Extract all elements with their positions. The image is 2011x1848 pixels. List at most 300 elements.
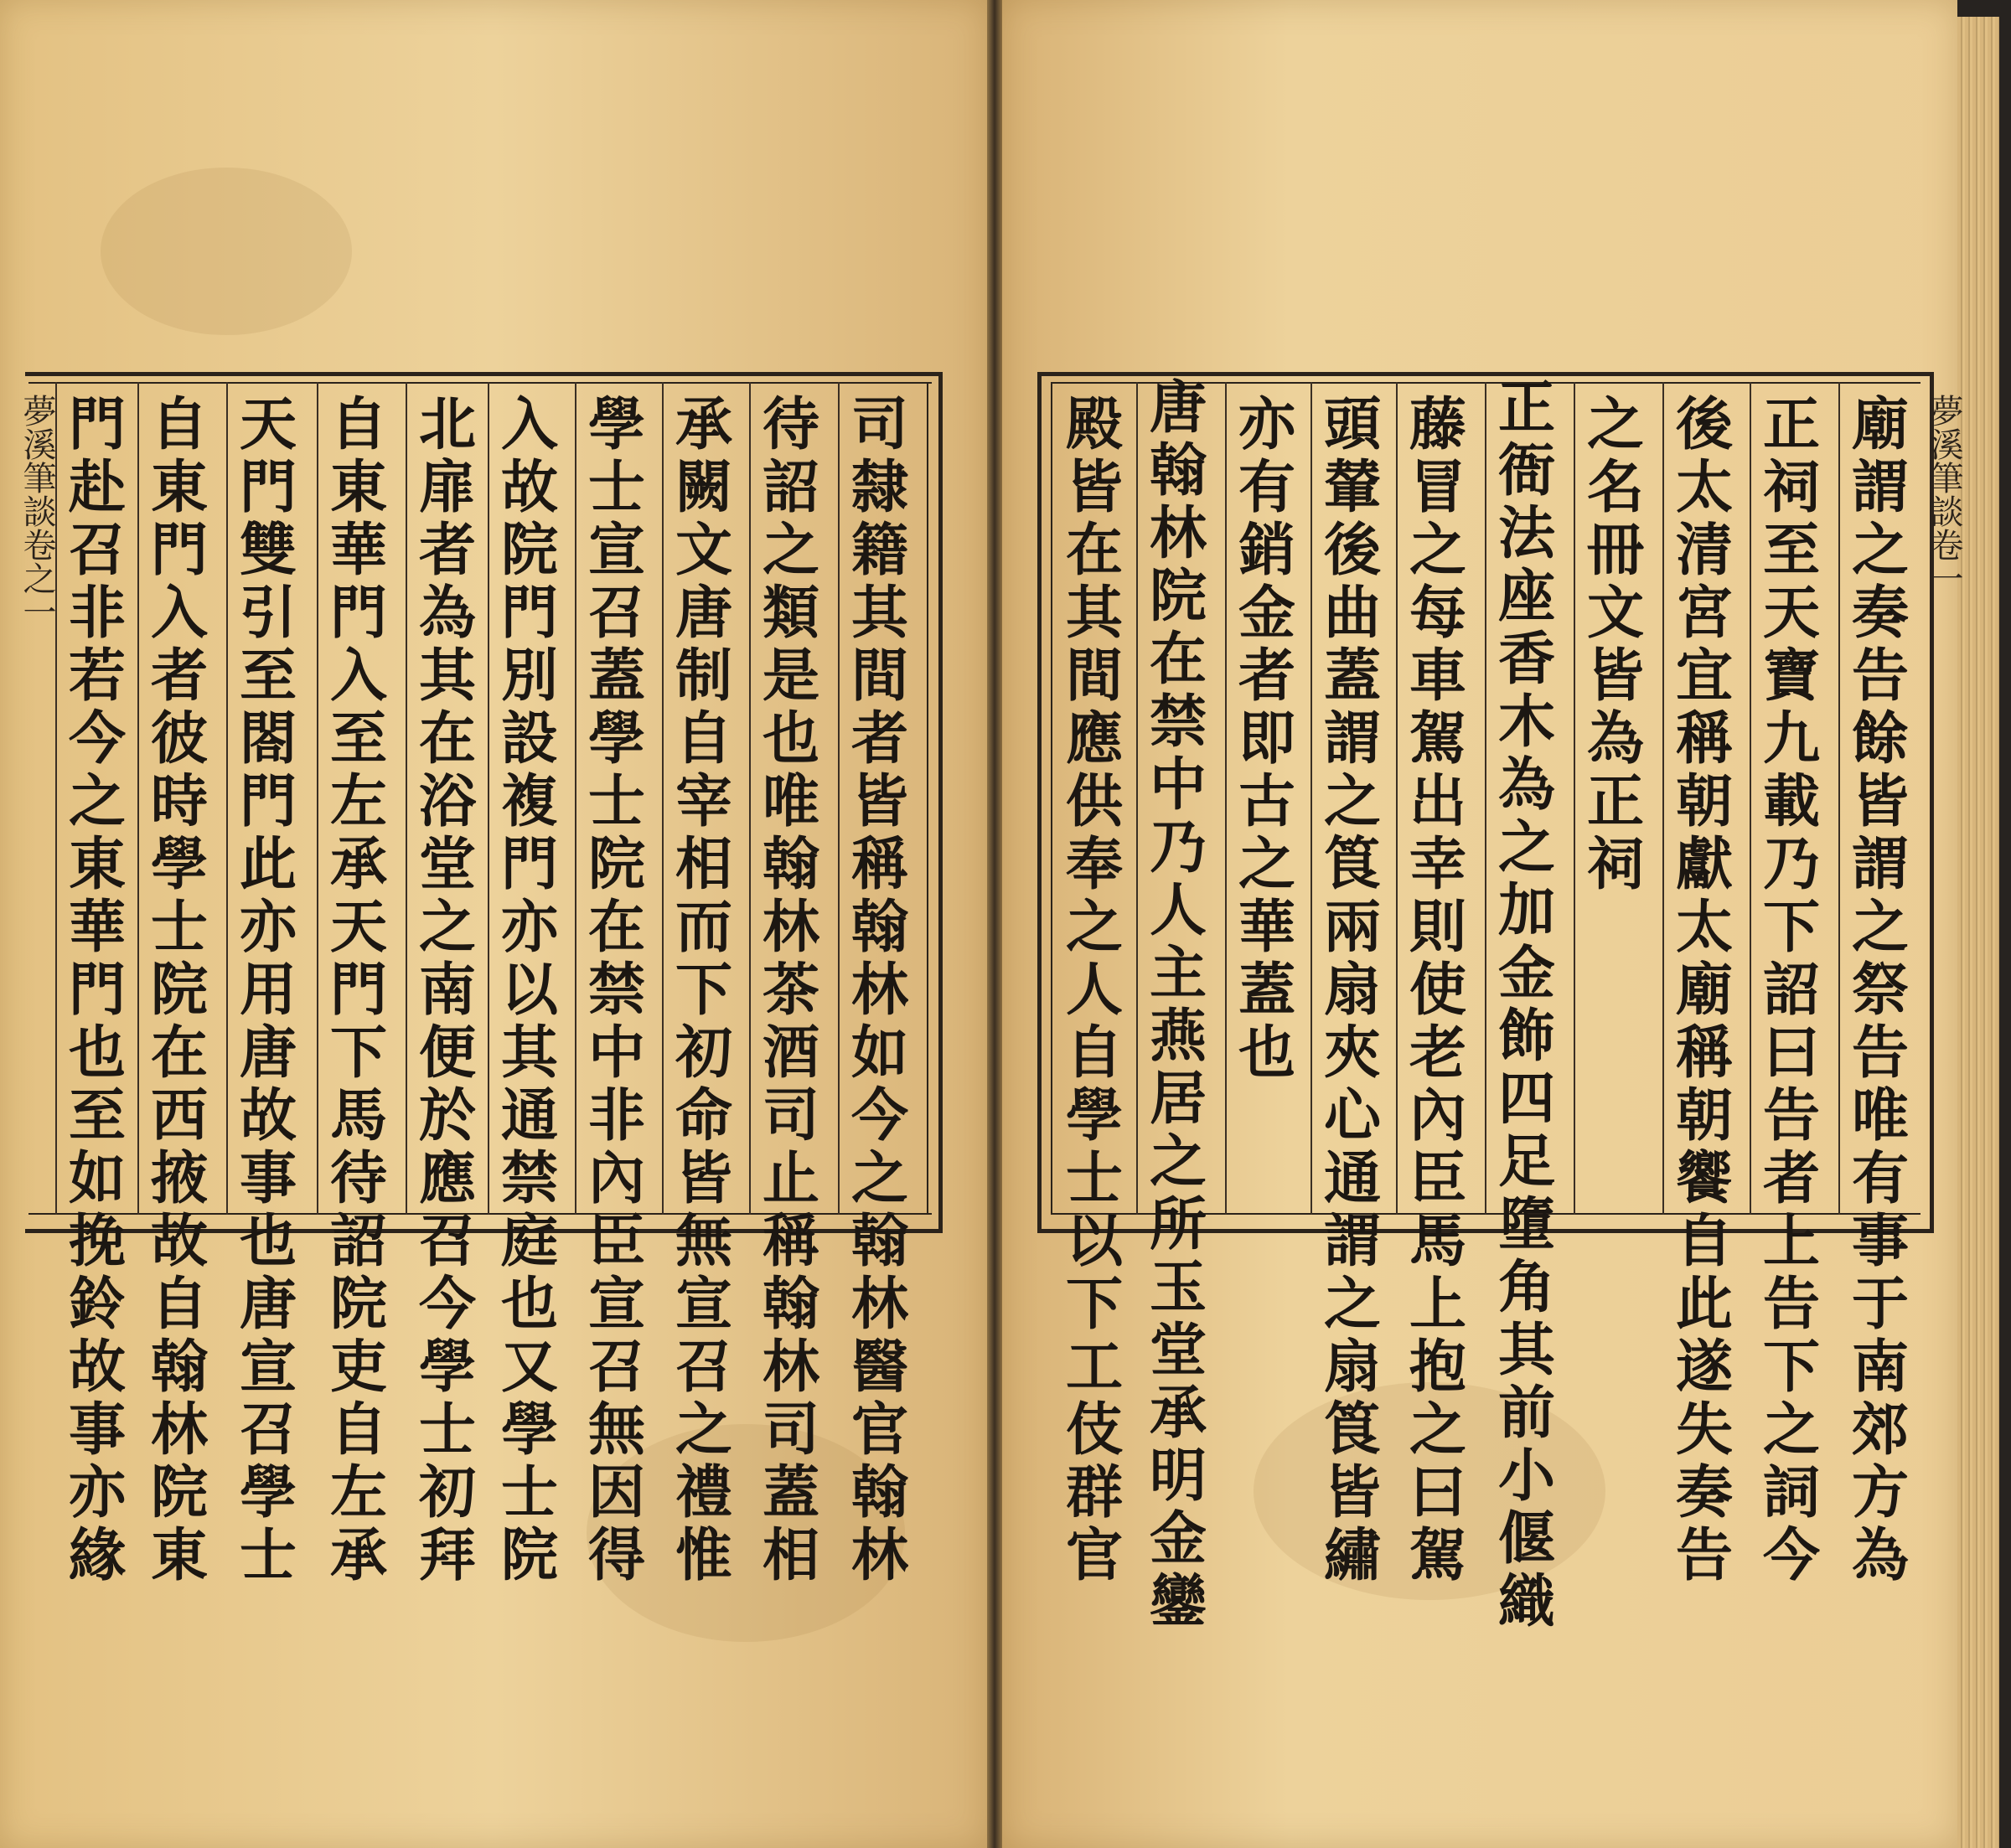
glyph: 引	[239, 580, 297, 647]
glyph: 每	[1409, 580, 1466, 647]
glyph: 下	[1762, 894, 1820, 961]
glyph: 扉	[418, 454, 476, 521]
glyph: 駕	[1409, 705, 1466, 772]
glyph: 非	[68, 580, 126, 647]
glyph: 足	[1497, 1128, 1555, 1195]
glyph: 事	[1851, 1208, 1909, 1275]
glyph: 唯	[1851, 1082, 1909, 1149]
glyph: 謂	[1323, 1208, 1381, 1275]
inner-top-rule	[28, 382, 932, 384]
glyph: 應	[418, 1145, 476, 1212]
glyph: 門	[329, 580, 387, 647]
glyph: 臣	[1409, 1145, 1466, 1212]
glyph: 雙	[239, 517, 297, 584]
glyph: 者	[150, 643, 208, 710]
glyph: 相	[762, 1522, 819, 1589]
glyph: 堂	[1149, 1317, 1207, 1384]
glyph: 亦	[1238, 391, 1295, 458]
glyph: 之	[1497, 814, 1555, 881]
glyph: 謂	[1851, 831, 1909, 898]
glyph: 士	[1065, 1145, 1123, 1212]
glyph: 士	[587, 454, 645, 521]
glyph: 之	[1149, 1128, 1207, 1195]
glyph: 天	[239, 391, 297, 458]
glyph: 相	[675, 831, 732, 898]
glyph: 至	[239, 643, 297, 710]
glyph: 命	[675, 1082, 732, 1149]
glyph: 天	[1762, 580, 1820, 647]
text-column	[318, 391, 399, 1589]
glyph: 院	[500, 517, 558, 584]
text-column	[139, 391, 220, 1589]
paper-stain	[101, 168, 352, 335]
glyph: 至	[68, 1082, 126, 1149]
glyph: 其	[850, 580, 908, 647]
glyph: 之	[850, 1145, 908, 1212]
glyph: 者	[1762, 1145, 1820, 1212]
left-margin-label	[18, 394, 55, 628]
glyph: 名	[1586, 454, 1644, 521]
glyph: 廟	[1851, 391, 1909, 458]
text-column	[228, 391, 308, 1589]
glyph: 門	[239, 768, 297, 835]
glyph: 下	[1762, 1334, 1820, 1401]
glyph: 今	[418, 1271, 476, 1338]
glyph: 曰	[1762, 1019, 1820, 1087]
glyph: 東	[150, 1522, 208, 1589]
glyph: 在	[418, 705, 476, 772]
glyph: 人	[1149, 877, 1207, 944]
glyph: 掖	[150, 1145, 208, 1212]
glyph: 下	[675, 957, 732, 1024]
glyph: 惟	[675, 1522, 732, 1589]
glyph: 故	[150, 1208, 208, 1275]
glyph: 中	[587, 1019, 645, 1087]
glyph: 以	[500, 957, 558, 1024]
glyph: 庭	[500, 1208, 558, 1275]
glyph: 兩	[1323, 894, 1381, 961]
glyph: 士	[150, 894, 208, 961]
glyph: 非	[587, 1082, 645, 1149]
glyph: 南	[418, 957, 476, 1024]
glyph: 宣	[587, 1271, 645, 1338]
glyph: 鈴	[68, 1271, 126, 1338]
glyph: 自	[1675, 1208, 1733, 1275]
glyph: 廟	[1675, 957, 1733, 1024]
glyph: 左	[329, 768, 387, 835]
glyph: 吏	[329, 1334, 387, 1401]
glyph: 心	[1323, 1082, 1381, 1149]
text-column	[1575, 391, 1656, 898]
glyph: 翰	[150, 1334, 208, 1401]
glyph: 燕	[1149, 1003, 1207, 1070]
glyph: 祭	[1851, 957, 1909, 1024]
page-edges	[1957, 17, 1999, 1848]
glyph: 院	[150, 957, 208, 1024]
glyph: 之	[1762, 1396, 1820, 1463]
glyph: 文	[1586, 580, 1644, 647]
text-column	[1054, 391, 1135, 1589]
glyph: 禁	[500, 1145, 558, 1212]
glyph: 承	[329, 831, 387, 898]
glyph: 無	[587, 1396, 645, 1463]
glyph: 木	[1497, 689, 1555, 756]
glyph: 祠	[1762, 454, 1820, 521]
glyph: 為	[1497, 751, 1555, 818]
glyph: 應	[1065, 705, 1123, 772]
glyph: 為	[1586, 705, 1644, 772]
glyph: 唐	[239, 1271, 297, 1338]
glyph: 宣	[675, 1271, 732, 1338]
glyph: 林	[762, 1334, 819, 1401]
glyph: 此	[1675, 1271, 1733, 1338]
glyph: 承	[675, 391, 732, 458]
glyph: 南	[1851, 1334, 1909, 1401]
glyph: 謂	[1323, 705, 1381, 772]
glyph: 載	[1762, 768, 1820, 835]
glyph: 中	[1149, 751, 1207, 818]
glyph: 冊	[1586, 517, 1644, 584]
glyph: 四	[1497, 1066, 1555, 1133]
glyph: 初	[418, 1459, 476, 1526]
glyph: 門	[500, 580, 558, 647]
glyph: 文	[675, 517, 732, 584]
glyph: 入	[500, 391, 558, 458]
text-column	[1486, 374, 1567, 1635]
glyph: 門	[500, 831, 558, 898]
glyph: 西	[150, 1082, 208, 1149]
glyph: 宜	[1675, 643, 1733, 710]
glyph: 之	[1065, 894, 1123, 961]
inner-left-rule	[1051, 382, 1052, 1215]
glyph: 前	[1497, 1380, 1555, 1447]
glyph: 偃	[1497, 1505, 1555, 1572]
glyph: 太	[1675, 894, 1733, 961]
glyph: 使	[1409, 957, 1466, 1024]
glyph: 則	[1409, 894, 1466, 961]
glyph: 皆	[1851, 768, 1909, 835]
glyph: 馬	[329, 1082, 387, 1149]
glyph: 夾	[1323, 1019, 1381, 1087]
glyph: 上	[1762, 1208, 1820, 1275]
glyph: 初	[675, 1019, 732, 1087]
glyph: 又	[500, 1334, 558, 1401]
glyph: 曲	[1323, 580, 1381, 647]
glyph: 內	[587, 1145, 645, 1212]
glyph: 翰	[850, 1208, 908, 1275]
glyph: 織	[1497, 1568, 1555, 1635]
glyph: 召	[418, 1208, 476, 1275]
glyph: 後	[1323, 517, 1381, 584]
glyph: 寶	[1762, 643, 1820, 710]
glyph: 鑾	[1149, 1568, 1207, 1635]
glyph: 法	[1497, 500, 1555, 567]
glyph: 亦	[239, 894, 297, 961]
text-column	[840, 391, 920, 1589]
glyph: 籍	[850, 517, 908, 584]
glyph: 學	[587, 391, 645, 458]
glyph: 彼	[150, 705, 208, 772]
glyph: 北	[418, 391, 476, 458]
glyph: 翰	[850, 1459, 908, 1526]
glyph: 唐	[675, 580, 732, 647]
glyph: 華	[1238, 894, 1295, 961]
glyph: 拜	[418, 1522, 476, 1589]
glyph: 東	[68, 831, 126, 898]
glyph: 士	[500, 1459, 558, 1526]
glyph: 得	[587, 1522, 645, 1589]
glyph: 衙	[1497, 437, 1555, 504]
glyph: 茶	[762, 957, 819, 1024]
glyph: 於	[418, 1082, 476, 1149]
glyph: 唐	[1149, 374, 1207, 441]
glyph: 皆	[1586, 643, 1644, 710]
glyph: 華	[68, 894, 126, 961]
glyph: 詔	[329, 1208, 387, 1275]
glyph: 明	[1149, 1443, 1207, 1510]
glyph: 金	[1238, 580, 1295, 647]
margin-label-text: 夢溪筆談卷之一	[18, 394, 56, 628]
glyph: 翰	[1149, 437, 1207, 504]
glyph: 華	[329, 517, 387, 584]
glyph: 曰	[1409, 1459, 1466, 1526]
glyph: 奉	[1065, 831, 1123, 898]
glyph: 自	[329, 1396, 387, 1463]
glyph: 墮	[1497, 1191, 1555, 1258]
glyph: 院	[1149, 563, 1207, 630]
glyph: 翰	[850, 894, 908, 961]
glyph: 如	[850, 1019, 908, 1087]
text-column	[1227, 391, 1307, 1087]
glyph: 遂	[1675, 1334, 1733, 1401]
glyph: 院	[500, 1522, 558, 1589]
glyph: 司	[762, 1396, 819, 1463]
glyph: 告	[1851, 643, 1909, 710]
glyph: 駕	[1409, 1522, 1466, 1589]
glyph: 為	[1851, 1522, 1909, 1589]
glyph: 自	[150, 391, 208, 458]
glyph: 群	[1065, 1459, 1123, 1526]
glyph: 方	[1851, 1459, 1909, 1526]
glyph: 林	[762, 894, 819, 961]
glyph: 車	[1409, 643, 1466, 710]
glyph: 上	[1409, 1271, 1466, 1338]
glyph: 故	[500, 454, 558, 521]
glyph: 亦	[68, 1459, 126, 1526]
glyph: 朝	[1675, 1082, 1733, 1149]
glyph: 之	[68, 768, 126, 835]
glyph: 入	[150, 580, 208, 647]
glyph: 正	[1586, 768, 1644, 835]
glyph: 是	[762, 643, 819, 710]
glyph: 之	[1238, 831, 1295, 898]
glyph: 在	[1065, 517, 1123, 584]
glyph: 乃	[1762, 831, 1820, 898]
glyph: 之	[762, 517, 819, 584]
glyph: 正	[1497, 374, 1555, 441]
glyph: 告	[1762, 1082, 1820, 1149]
glyph: 便	[418, 1019, 476, 1087]
glyph: 司	[762, 1082, 819, 1149]
glyph: 供	[1065, 768, 1123, 835]
right-margin-label	[1927, 394, 1961, 595]
glyph: 宮	[1675, 580, 1733, 647]
glyph: 小	[1497, 1443, 1555, 1510]
text-column	[751, 391, 831, 1589]
glyph: 蓋	[1238, 957, 1295, 1024]
glyph: 冒	[1409, 454, 1466, 521]
glyph: 饗	[1675, 1145, 1733, 1212]
glyph: 謂	[1851, 454, 1909, 521]
glyph: 所	[1149, 1191, 1207, 1258]
glyph: 朝	[1675, 768, 1733, 835]
glyph: 馬	[1409, 1208, 1466, 1275]
glyph: 其	[1497, 1317, 1555, 1384]
glyph: 其	[500, 1019, 558, 1087]
glyph: 學	[587, 705, 645, 772]
glyph: 繡	[1323, 1522, 1381, 1589]
glyph: 翰	[762, 1271, 819, 1338]
glyph: 在	[1149, 626, 1207, 693]
glyph: 稱	[1675, 705, 1733, 772]
glyph: 無	[675, 1208, 732, 1275]
glyph: 待	[762, 391, 819, 458]
glyph: 天	[329, 894, 387, 961]
glyph: 之	[1409, 1396, 1466, 1463]
glyph: 之	[1851, 894, 1909, 961]
glyph: 唯	[762, 768, 819, 835]
glyph: 詞	[1762, 1459, 1820, 1526]
glyph: 東	[150, 454, 208, 521]
glyph: 召	[239, 1396, 297, 1463]
glyph: 設	[500, 705, 558, 772]
glyph: 自	[675, 705, 732, 772]
glyph: 即	[1238, 705, 1295, 772]
glyph: 別	[500, 643, 558, 710]
glyph: 乃	[1149, 814, 1207, 881]
glyph: 士	[587, 768, 645, 835]
glyph: 皆	[850, 768, 908, 835]
glyph: 東	[329, 454, 387, 521]
glyph: 院	[587, 831, 645, 898]
glyph: 座	[1497, 563, 1555, 630]
glyph: 下	[329, 1019, 387, 1087]
glyph: 蓋	[762, 1459, 819, 1526]
glyph: 為	[418, 580, 476, 647]
glyph: 召	[587, 1334, 645, 1401]
glyph: 在	[587, 894, 645, 961]
glyph: 工	[1065, 1334, 1123, 1401]
glyph: 銷	[1238, 517, 1295, 584]
book-gutter	[987, 0, 1002, 1848]
glyph: 後	[1675, 391, 1733, 458]
margin-label-text: 夢溪筆談卷一	[1925, 394, 1963, 595]
glyph: 以	[1065, 1208, 1123, 1275]
glyph: 院	[150, 1459, 208, 1526]
glyph: 左	[329, 1459, 387, 1526]
glyph: 有	[1851, 1145, 1909, 1212]
glyph: 主	[1149, 940, 1207, 1007]
glyph: 也	[762, 705, 819, 772]
glyph: 複	[500, 768, 558, 835]
glyph: 告	[1675, 1522, 1733, 1589]
glyph: 如	[68, 1145, 126, 1212]
glyph: 今	[68, 705, 126, 772]
glyph: 翰	[762, 831, 819, 898]
glyph: 學	[150, 831, 208, 898]
glyph: 間	[850, 643, 908, 710]
glyph: 召	[587, 580, 645, 647]
glyph: 奏	[1851, 580, 1909, 647]
glyph: 學	[418, 1334, 476, 1401]
glyph: 蓋	[587, 643, 645, 710]
glyph: 院	[329, 1271, 387, 1338]
glyph: 頭	[1323, 391, 1381, 458]
glyph: 挽	[68, 1208, 126, 1275]
glyph: 抱	[1409, 1334, 1466, 1401]
glyph: 闕	[675, 454, 732, 521]
glyph: 緣	[68, 1522, 126, 1589]
glyph: 林	[850, 1271, 908, 1338]
text-column	[489, 391, 570, 1589]
glyph: 亦	[500, 894, 558, 961]
glyph: 玉	[1149, 1254, 1207, 1321]
glyph: 藤	[1409, 391, 1466, 458]
glyph: 皆	[1065, 454, 1123, 521]
glyph: 郊	[1851, 1396, 1909, 1463]
glyph: 禁	[587, 957, 645, 1024]
glyph: 林	[850, 957, 908, 1024]
glyph: 隸	[850, 454, 908, 521]
glyph: 林	[1149, 500, 1207, 567]
glyph: 待	[329, 1145, 387, 1212]
glyph: 也	[500, 1271, 558, 1338]
glyph: 門	[68, 957, 126, 1024]
glyph: 制	[675, 643, 732, 710]
glyph: 幸	[1409, 831, 1466, 898]
glyph: 門	[329, 957, 387, 1024]
glyph: 太	[1675, 454, 1733, 521]
glyph: 故	[239, 1082, 297, 1149]
glyph: 今	[850, 1082, 908, 1149]
glyph: 加	[1497, 877, 1555, 944]
glyph: 宣	[239, 1334, 297, 1401]
glyph: 之	[1851, 517, 1909, 584]
glyph: 稱	[1675, 1019, 1733, 1087]
glyph: 有	[1238, 454, 1295, 521]
glyph: 清	[1675, 517, 1733, 584]
glyph: 承	[329, 1522, 387, 1589]
text-column	[1312, 391, 1393, 1589]
glyph: 今	[1762, 1522, 1820, 1589]
glyph: 召	[68, 517, 126, 584]
glyph: 輦	[1323, 454, 1381, 521]
glyph: 九	[1762, 705, 1820, 772]
glyph: 伎	[1065, 1396, 1123, 1463]
glyph: 老	[1409, 1019, 1466, 1087]
glyph: 奏	[1675, 1459, 1733, 1526]
glyph: 金	[1497, 940, 1555, 1007]
glyph: 士	[239, 1522, 297, 1589]
glyph: 扇	[1323, 957, 1381, 1024]
glyph: 告	[1762, 1271, 1820, 1338]
glyph: 類	[762, 580, 819, 647]
glyph: 司	[850, 391, 908, 458]
glyph: 人	[1065, 957, 1123, 1024]
glyph: 禮	[675, 1459, 732, 1526]
glyph: 扇	[1323, 1334, 1381, 1401]
glyph: 用	[239, 957, 297, 1024]
